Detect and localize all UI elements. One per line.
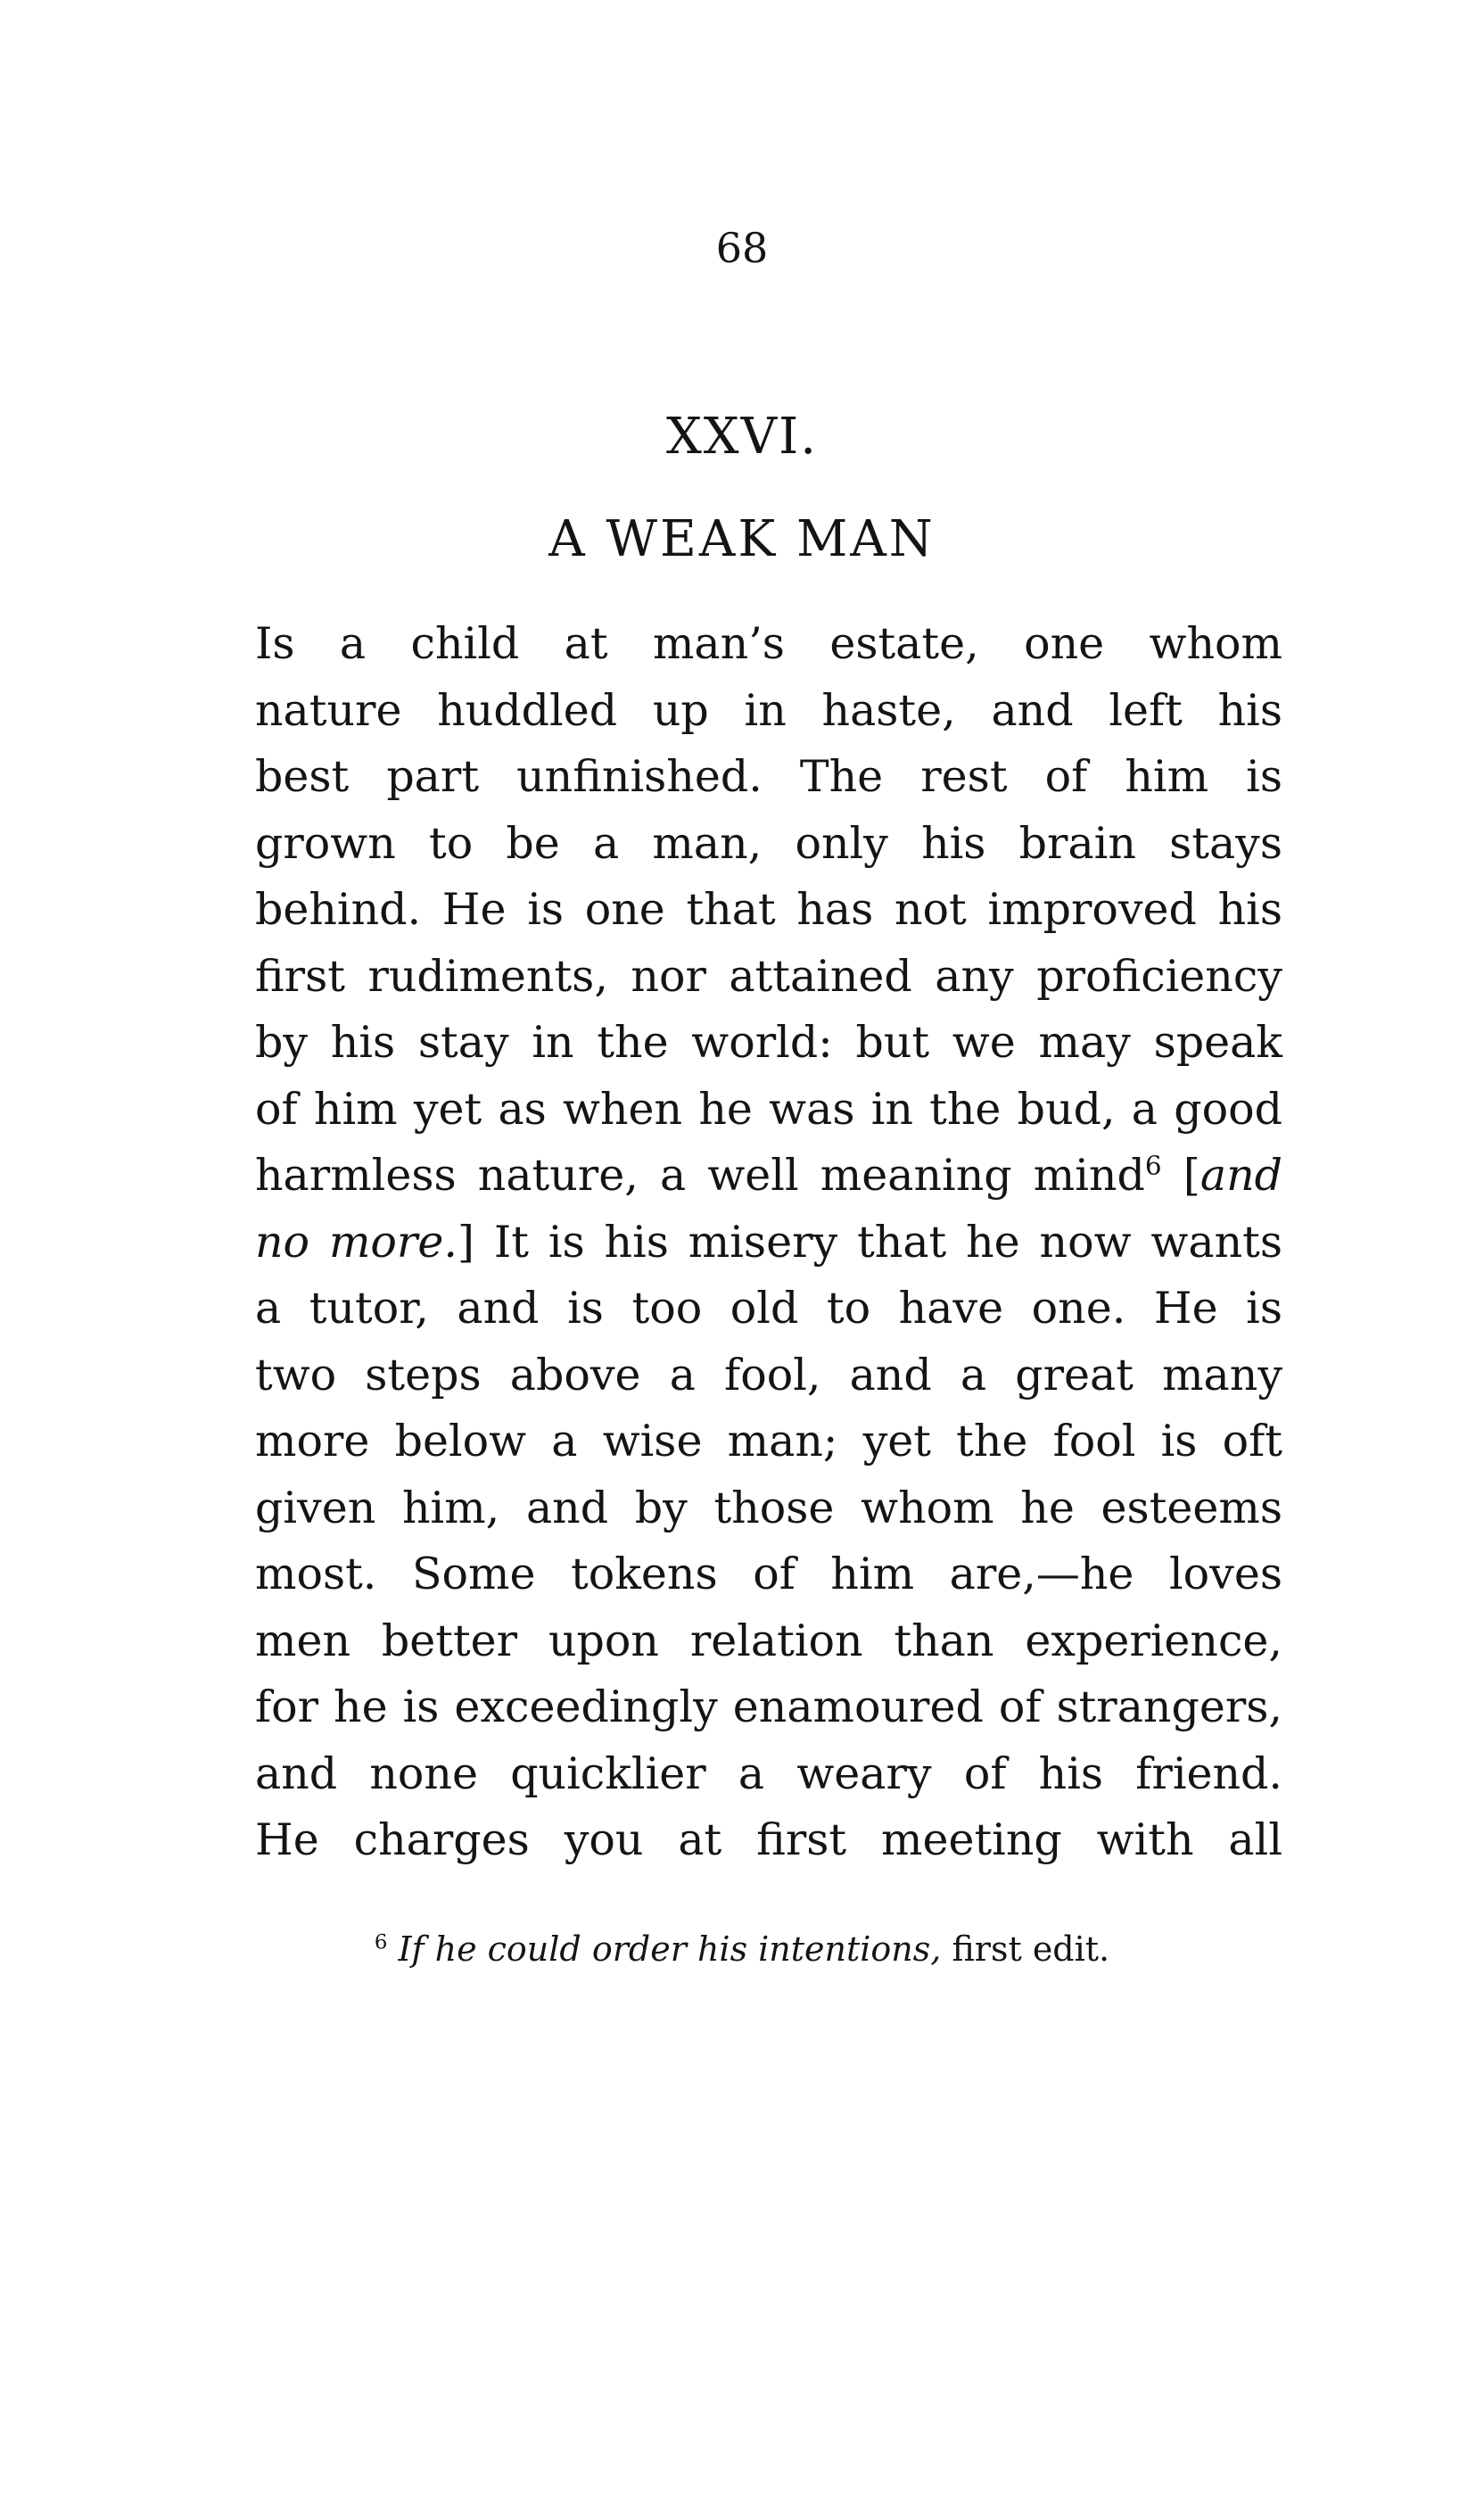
text-fragment: harmless nature, a well meaning mind [255,1150,1145,1201]
footnote-italic-text: If he could order his intentions, [398,1929,942,1969]
text-line-with-italic [255,1210,1282,1276]
page-number: 68 [715,224,769,272]
body-text [255,611,1282,1874]
footnote [0,1927,1484,1971]
text-line: for he is exceedingly enamoured of strangers, [255,1681,1282,1732]
footnote-marker: 6 [374,1930,388,1954]
text-line: first rudiments, nor attained any proficiency [255,950,1282,1002]
text-fragment: ] It is his misery that he now wants [457,1216,1282,1268]
text-line: Is a child at man’s estate, one whom [255,618,1282,669]
italic-insertion: no more. [255,1216,458,1268]
text-line: nature huddled up in haste, and left his [255,684,1282,736]
text-line: by his stay in the world: but we may speak [255,1017,1282,1068]
text-line: grown to be a man, only his brain stays [255,817,1282,869]
text-line: best part unfinished. The rest of him is [255,751,1282,802]
text-line: a tutor, and is too old to have one. He is [255,1283,1282,1334]
text-line: given him, and by those whom he esteems [255,1482,1282,1533]
italic-insertion: and [1200,1150,1282,1201]
footnote-text: first edit. [941,1929,1110,1969]
chapter-title: A WEAK MAN [548,510,936,568]
text-line: most. Some tokens of him are,—he loves [255,1549,1282,1599]
chapter-number: XXVI. [665,408,819,466]
text-line: and none quicklier a weary of his friend. [255,1747,1282,1799]
text-line: two steps above a fool, and a great many [255,1349,1282,1400]
text-line: of him yet as when he was in the bud, a good [255,1083,1282,1135]
footnote-reference: 6 [1144,1150,1162,1181]
text-line: men better upon relation than experience, [255,1615,1282,1666]
text-line: more below a wise man; yet the fool is oft [255,1416,1282,1466]
text-line: behind. He is one that has not improved his [255,884,1282,935]
text-line-with-note [255,1143,1282,1210]
bracket-open: [ [1161,1150,1200,1201]
text-line: He charges you at first meeting with all [255,1814,1282,1865]
